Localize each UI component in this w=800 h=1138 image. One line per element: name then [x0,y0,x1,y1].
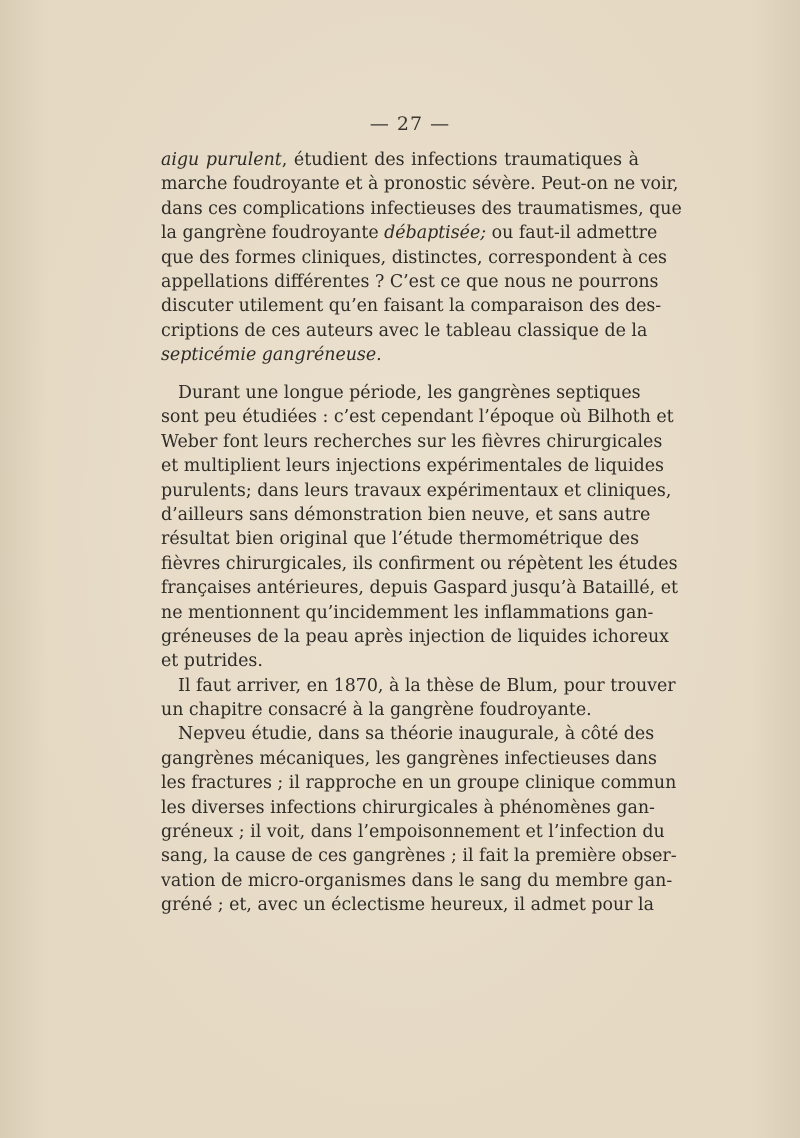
text-line: dans ces complications infectieuses des traumatismes, que [161,198,682,219]
text-line: Nepveu étudie, dans sa théorie inaugurale, à côté des [178,724,655,745]
text-line: ne mentionnent qu’incidemment les inflammations gan- [161,602,654,623]
text-line: marche foudroyante et à pronostic sévère. Peut-on ne voir, [161,174,679,195]
text-line: purulents; dans leurs travaux expérimentaux et cliniques, [161,480,672,501]
text-line: françaises antérieures, depuis Gaspard jusqu’à Bataillé, et [161,578,678,599]
text-line: les diverses infections chirurgicales à phénomènes gan- [161,797,655,818]
text-line: résultat bien original que l’étude thermométrique des [161,529,639,550]
text-line: gréneux ; il voit, dans l’empoisonnement et l’infection du [161,822,665,843]
text-line: septicémie gangréneuse. [161,345,382,366]
text-line: et putrides. [161,651,263,672]
text-line: gangrènes mécaniques, les gangrènes infectieuses dans [161,748,657,769]
text-line: Durant une longue période, les gangrènes septiques [178,383,641,403]
paragraph-body [161,381,678,918]
paragraph-continuation [161,148,682,368]
text-line: appellations différentes ? C’est ce que nous ne pourrons [161,271,659,292]
text-line: Il faut arriver, en 1870, à la thèse de Blum, pour trouver [178,675,676,696]
text-line: sang, la cause de ces gangrènes ; il fait la première obser- [161,846,677,867]
text-line: gréneuses de la peau après injection de liquides ichoreux [161,626,669,647]
text-line: Weber font leurs recherches sur les fièvres chirurgicales [161,431,663,452]
text-line: gréné ; et, avec un éclectisme heureux, il admet pour la [161,895,654,916]
text-line: la gangrène foudroyante débaptisée; ou faut-il admettre [161,223,658,244]
text-line: criptions de ces auteurs avec le tableau classique de la [161,320,648,341]
text-line: fièvres chirurgicales, ils confirment ou répètent les études [161,553,678,574]
text-line: d’ailleurs sans démonstration bien neuve, et sans autre [161,504,651,525]
text-line: et multiplient leurs injections expérimentales de liquides [161,456,664,477]
text-line: les fractures ; il rapproche en un groupe clinique commun [161,773,677,794]
text-line: que des formes cliniques, distinctes, correspondent à ces [161,247,667,268]
page-number: — 27 — [369,113,451,135]
text-line: sont peu étudiées : c’est cependant l’époque où Bilhoth et [161,407,674,428]
text-line: un chapitre consacré à la gangrène foudroyante. [161,700,592,721]
text-line: aigu purulent, étudient des infections traumatiques à [161,150,639,170]
text-line: discuter utilement qu’en faisant la comparaison des des- [161,296,662,317]
text-line: vation de micro-organismes dans le sang du membre gan- [161,870,673,891]
